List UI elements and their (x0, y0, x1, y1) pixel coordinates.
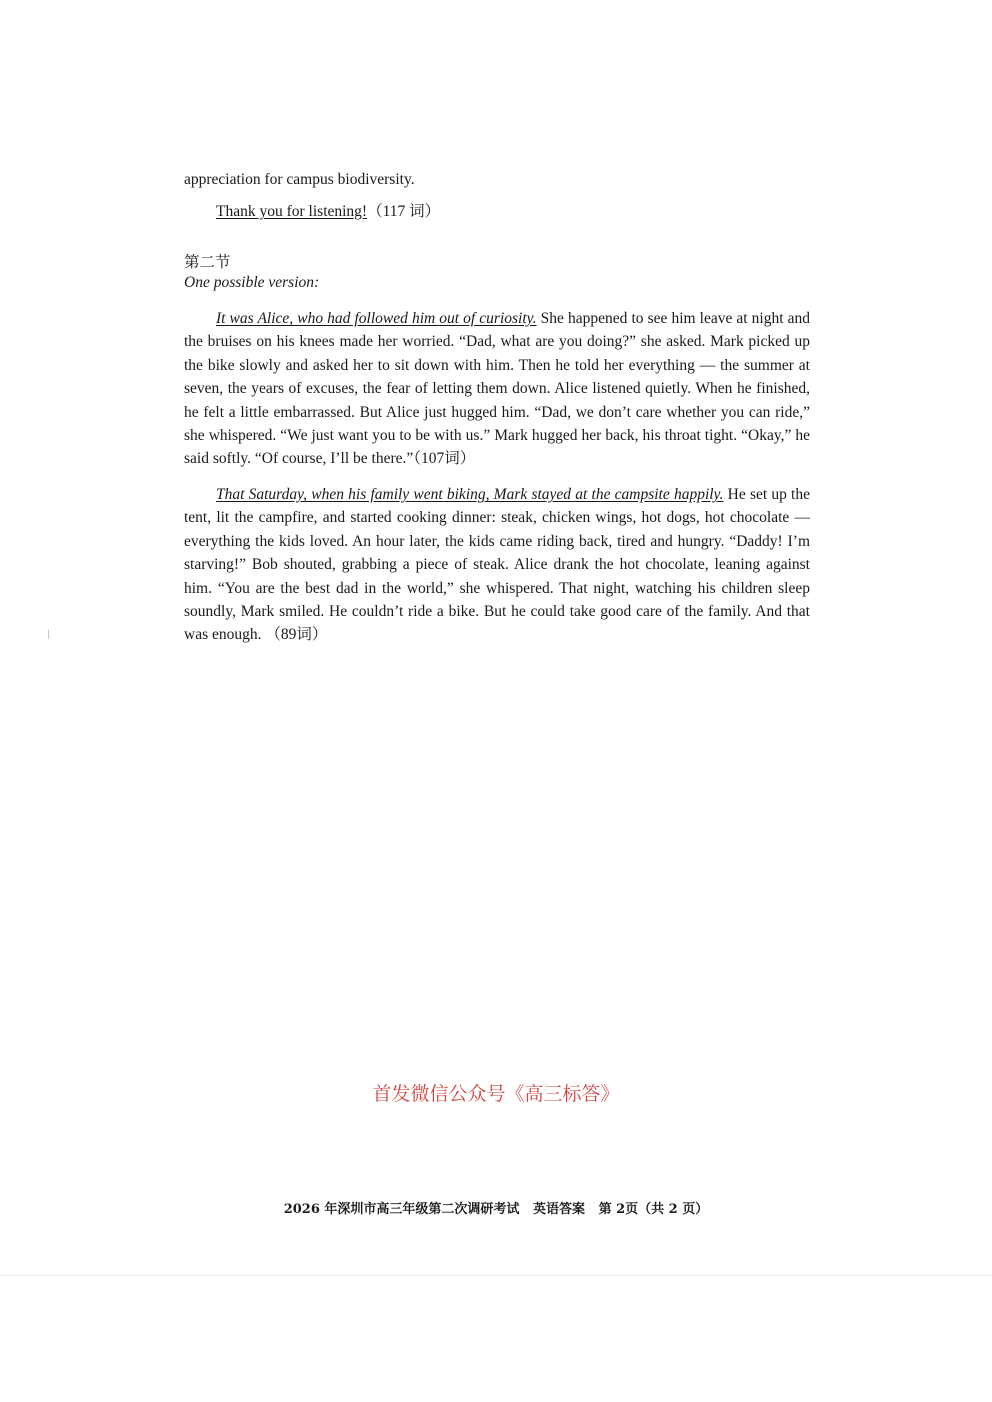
paragraph-2-body: He set up the tent, lit the campfire, and started cooking dinner: steak, chicken wings, hot dogs, hot chocolate — everything the kids loved. An hour later, the kids came riding back, tired and hungry. “Daddy! I’m starving!” Bob shouted, grabbing a piece of steak. Alice drank the hot chocolate, leaning against him. “You are the best dad in the world,” she whispered. That night, watching his children sleep soundly, Mark smiled. He couldn’t ride a bike. But he could take good care of the family. And that was enough. (184, 486, 810, 644)
thanks-text: Thank you for listening! (216, 203, 368, 220)
paragraph-1-body: She happened to see him leave at night and the bruises on his knees made her worried. “Dad, what are you doing?” she asked. Mark picked up the bike slowly and asked her to sit down with him. Then he told her everything — the summer at seven, the years of excuses, the fear of letting them down. Alice listened quietly. When he finished, he felt a little embarrassed. But Alice just hugged him. “Dad, we don’t care whether you can ride,” she whispered. “We just want you to be with us.” Mark hugged her back, his throat tight. “Okay,” he said softly. “Of course, I’ll be there.” (184, 310, 810, 468)
paragraph-1 (184, 307, 810, 471)
page-bottom-divider (0, 1275, 992, 1276)
paragraph-2 (184, 483, 810, 647)
thanks-word-count: （117 词） (367, 203, 441, 220)
margin-scan-mark (48, 630, 49, 639)
thanks-line (216, 199, 440, 221)
paragraph-2-lead-sentence: That Saturday, when his family went biking, Mark stayed at the campsite happily. (216, 486, 724, 503)
paragraph-1-word-count: （107词） (413, 450, 476, 468)
section-heading: 第二节 (184, 254, 231, 271)
page-footer: 2026 年深圳市高三年级第二次调研考试 英语答案 第 2页（共 2 页） (283, 1202, 709, 1217)
paragraph-2-word-count: （89词） (265, 626, 328, 644)
watermark-text: 首发微信公众号《高三标答》 (372, 1083, 620, 1105)
version-label: One possible version: (184, 274, 320, 291)
paragraph-1-lead-sentence: It was Alice, who had followed him out of curiosity. (216, 310, 537, 327)
previous-section-closing-line: appreciation for campus biodiversity. (184, 171, 415, 188)
